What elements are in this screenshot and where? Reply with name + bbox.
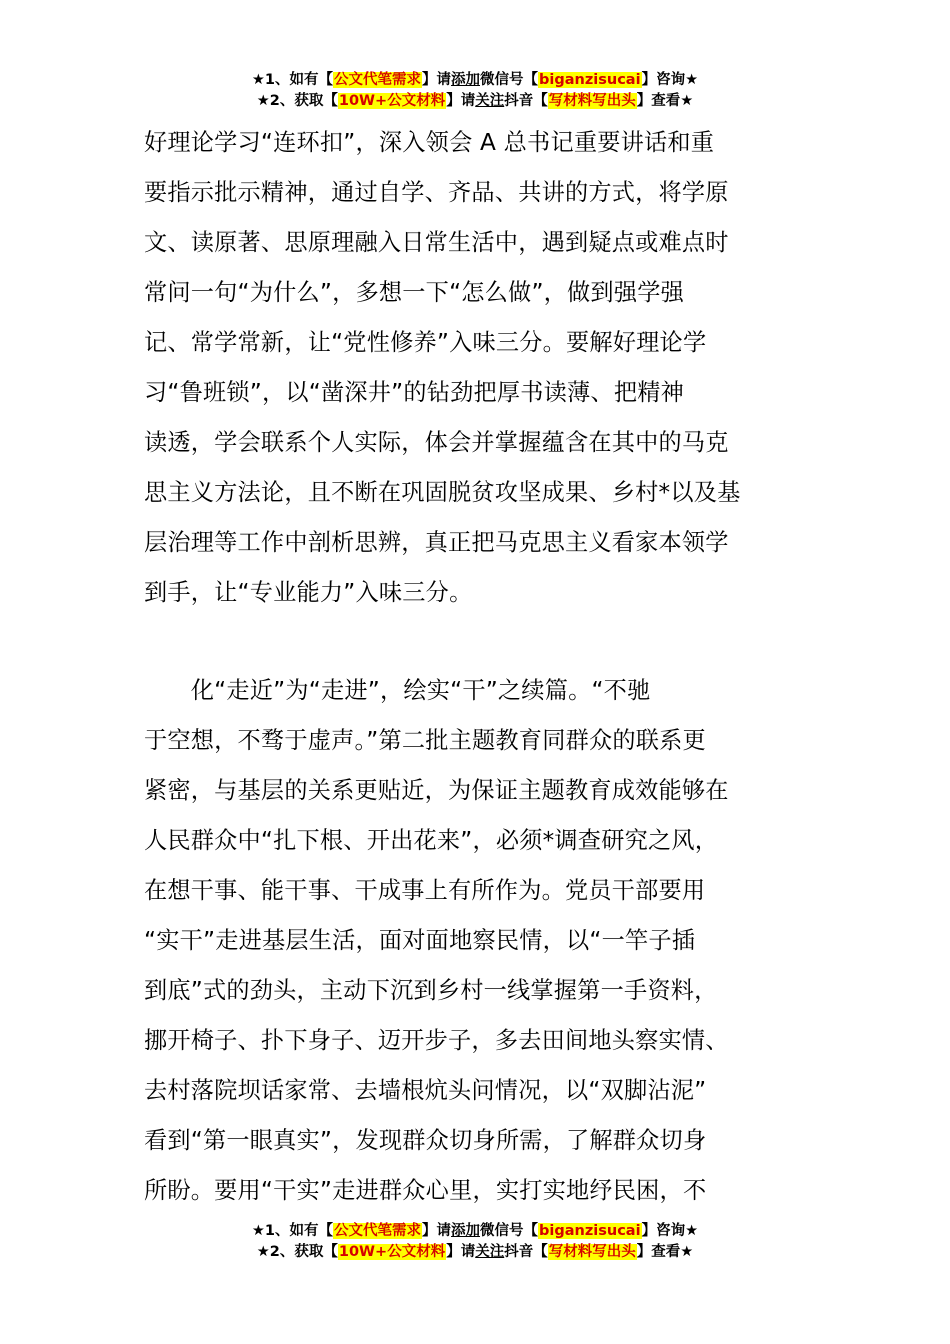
star-icon: ★ bbox=[680, 93, 694, 109]
text-line: 化“走近”为“走进”，绘实“干”之续篇。“不驰 bbox=[144, 677, 651, 704]
banner-text: 微信号【 bbox=[480, 1223, 539, 1239]
text-line: 常问一句“为什么”，多想一下“怎么做”，做到强学强 bbox=[144, 279, 684, 306]
banner-text: 1、如有【 bbox=[264, 72, 334, 88]
text-line: 要指示批示精神，通过自学、齐品、共讲的方式，将学原 bbox=[144, 179, 729, 206]
highlight-materials: 10W+公文材料 bbox=[338, 93, 446, 109]
star-icon: ★ bbox=[680, 1244, 694, 1260]
banner-text: 2、获取【 bbox=[269, 93, 338, 109]
highlight-service: 公文代笔需求 bbox=[334, 72, 422, 88]
banner-text: 】查看 bbox=[636, 1244, 681, 1260]
text-line: 在想干事、能干事、干成事上有所作为。党员干部要用 bbox=[144, 877, 706, 904]
star-icon: ★ bbox=[685, 72, 699, 88]
banner-text: 微信号【 bbox=[480, 72, 539, 88]
text-line: 层治理等工作中剖析思辨，真正把马克思主义看家本领学 bbox=[144, 529, 729, 556]
text-line: 去村落院坝话家常、去墙根炕头问情况，以“双脚沾泥” bbox=[144, 1077, 707, 1104]
banner-text: 2、获取【 bbox=[269, 1244, 338, 1260]
text-line: 到手，让“专业能力”入味三分。 bbox=[144, 579, 473, 606]
text-line: “实干”走进基层生活，面对面地察民情，以“一竿子插 bbox=[144, 927, 696, 954]
banner-text: 】请 bbox=[422, 1223, 452, 1239]
highlight-douyin: 写材料写出头 bbox=[548, 1244, 636, 1260]
text-line: 习“鲁班锁”，以“凿深井”的钻劲把厚书读薄、把精神 bbox=[144, 379, 684, 406]
banner-line-1 bbox=[0, 1221, 950, 1242]
header-banner bbox=[0, 70, 950, 112]
text-line: 挪开椅子、扑下身子、迈开步子，多去田间地头察实情、 bbox=[144, 1027, 729, 1054]
star-icon: ★ bbox=[251, 72, 265, 88]
banner-line-1 bbox=[0, 70, 950, 91]
underlined-text: 关注 bbox=[475, 93, 505, 109]
highlight-wechat-id: biganzisucai bbox=[539, 72, 641, 88]
text-line: 人民群众中“扎下根、开出花来”，必须*调查研究之风， bbox=[144, 827, 719, 854]
banner-text: 抖音【 bbox=[504, 1244, 548, 1260]
footer-banner bbox=[0, 1221, 950, 1263]
highlight-wechat-id: biganzisucai bbox=[539, 1223, 641, 1239]
text-line: 到底”式的劲头，主动下沉到乡村一线掌握第一手资料， bbox=[144, 977, 718, 1004]
star-icon: ★ bbox=[256, 93, 270, 109]
banner-text: 】请 bbox=[446, 93, 476, 109]
text-line: 读透，学会联系个人实际，体会并掌握蕴含在其中的马克 bbox=[144, 429, 729, 456]
text-line: 文、读原著、思原理融入日常生活中，遇到疑点或难点时 bbox=[144, 229, 729, 256]
text-line: 所盼。要用“干实”走进群众心里，实打实地纾民困，不 bbox=[144, 1177, 707, 1204]
star-icon: ★ bbox=[685, 1223, 699, 1239]
banner-text: 】咨询 bbox=[641, 1223, 686, 1239]
text-line: 看到“第一眼真实”，发现群众切身所需，了解群众切身 bbox=[144, 1127, 707, 1154]
underlined-text: 关注 bbox=[475, 1244, 505, 1260]
paragraph-theory-study bbox=[144, 118, 814, 618]
paragraph-practice bbox=[144, 666, 814, 1216]
banner-text: 】请 bbox=[446, 1244, 476, 1260]
star-icon: ★ bbox=[256, 1244, 270, 1260]
banner-text: 1、如有【 bbox=[264, 1223, 334, 1239]
text-line: 于空想，不骛于虚声。”第二批主题教育同群众的联系更 bbox=[144, 727, 706, 754]
highlight-materials: 10W+公文材料 bbox=[338, 1244, 446, 1260]
text-line: 好理论学习“连环扣”，深入领会 A 总书记重要讲话和重 bbox=[144, 129, 715, 156]
underlined-text: 添加 bbox=[451, 1223, 481, 1239]
banner-text: 】咨询 bbox=[641, 72, 686, 88]
text-line: 记、常学常新，让“党性修养”入味三分。要解好理论学 bbox=[144, 329, 707, 356]
banner-text: 】请 bbox=[422, 72, 452, 88]
banner-line-2 bbox=[0, 91, 950, 112]
banner-line-2 bbox=[0, 1242, 950, 1263]
banner-text: 】查看 bbox=[636, 93, 681, 109]
text-line: 思主义方法论，且不断在巩固脱贫攻坚成果、乡村*以及基 bbox=[144, 479, 741, 506]
banner-text: 抖音【 bbox=[504, 93, 548, 109]
text-line: 紧密，与基层的关系更贴近，为保证主题教育成效能够在 bbox=[144, 777, 729, 804]
highlight-douyin: 写材料写出头 bbox=[548, 93, 636, 109]
star-icon: ★ bbox=[251, 1223, 265, 1239]
highlight-service: 公文代笔需求 bbox=[334, 1223, 422, 1239]
underlined-text: 添加 bbox=[451, 72, 481, 88]
